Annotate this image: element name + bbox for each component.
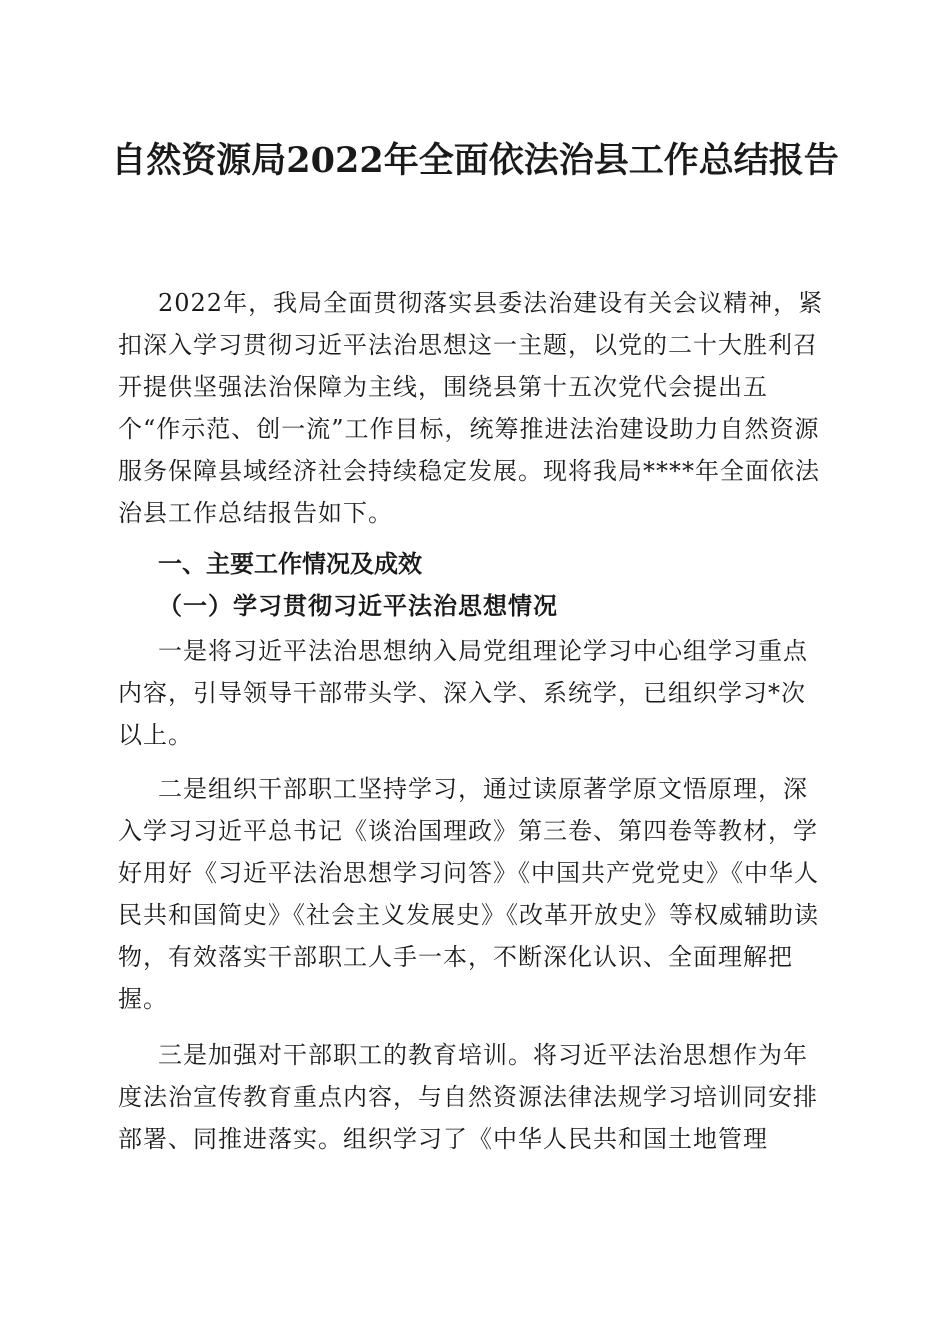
paragraph-three: 三是加强对干部职工的教育培训。将习近平法治思想作为年度法治宣传教育重点内容，与自然资源法律法规学习培训同安排部署、同推进落实。组织学习了《中华人民共和国土地管理: [118, 1041, 818, 1153]
paragraph-two: 二是组织干部职工坚持学习，通过读原著学原文悟原理，深入学习习近平总书记《谈治国理政》第三卷、第四卷等教材，学好用好《习近平法治思想学习问答》《中国共产党党史》《中华人民共和国简史》《社会主义发展史》《改革开放史》等权威辅助读物，有效落实干部职工人手一本，不断深化认识、全面理解把握。: [118, 775, 819, 1013]
subsection-heading-study: （一）学习贯彻习近平法治思想情况: [158, 591, 558, 620]
intro-paragraph: 2022年，我局全面贯彻落实县委法治建设有关会议精神，紧扣深入学习贯彻习近平法治思想这一主题，以党的二十大胜利召开提供坚强法治保障为主线，围绕县第十五次党代会提出五个“作示范、创一流”工作目标，统筹推进法治建设助力自然资源服务保障县域经济社会持续稳定发展。现将我局****年全面依法治县工作总结报告如下。: [118, 289, 824, 527]
paragraph-one: 一是将习近平法治思想纳入局党组理论学习中心组学习重点内容，引导领导干部带头学、深入学、系统学，已组织学习*次以上。: [118, 637, 808, 749]
document-title: 自然资源局2022年全面依法治县工作总结报告: [111, 140, 839, 181]
section-heading-main-work: 一、主要工作情况及成效: [158, 550, 422, 578]
